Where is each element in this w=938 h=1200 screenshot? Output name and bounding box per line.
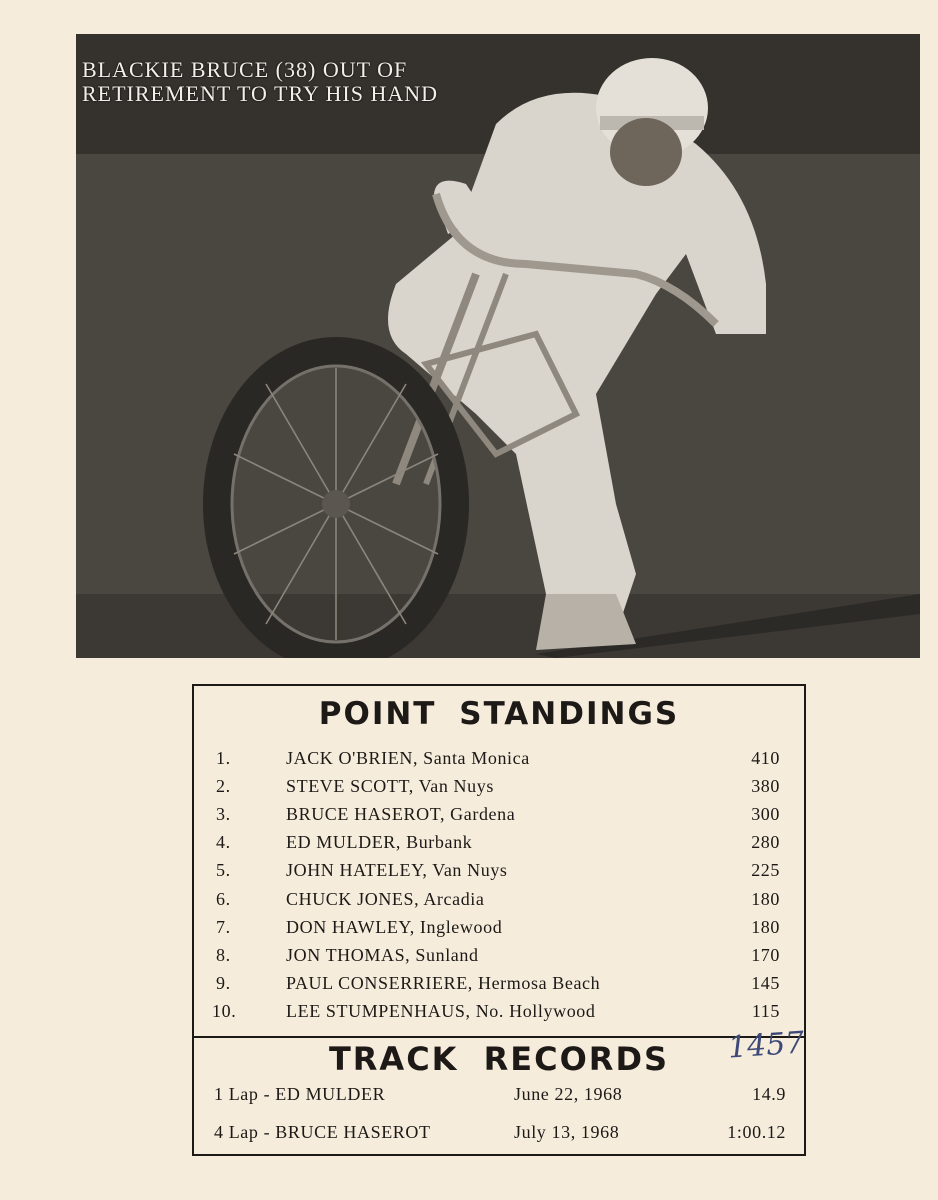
- points: 115: [751, 1001, 780, 1021]
- photo-caption: BLACKIE BRUCE (38) OUT OF RETIREMENT TO TRY HIS HAND: [82, 57, 439, 106]
- standings-row: [194, 776, 804, 804]
- standings-row: [194, 832, 804, 860]
- standings-row: [194, 889, 804, 917]
- record-date: June 22, 1968: [514, 1084, 623, 1104]
- rider-photo: [76, 34, 920, 658]
- track-records-section: [194, 1025, 806, 1156]
- standings-row: [194, 1001, 804, 1029]
- points: 170: [751, 945, 780, 965]
- rider-name: PAUL CONSERRIERE, Hermosa Beach: [286, 973, 601, 993]
- rank: 3.: [216, 804, 231, 824]
- record-time: 14.9: [752, 1084, 786, 1104]
- rank: 2.: [216, 776, 231, 796]
- points: 410: [751, 748, 780, 768]
- rider-name: LEE STUMPENHAUS, No. Hollywood: [286, 1001, 596, 1021]
- rider-name: ED MULDER, Burbank: [286, 832, 473, 852]
- points: 225: [751, 860, 780, 880]
- rank: 4.: [216, 832, 231, 852]
- rider-name: JON THOMAS, Sunland: [286, 945, 479, 965]
- standings-box: [192, 684, 806, 1156]
- record-time: 1:00.12: [727, 1122, 786, 1142]
- standings-row: [194, 945, 804, 973]
- rank: 8.: [216, 945, 231, 965]
- points: 280: [751, 832, 780, 852]
- standings-row: [194, 748, 804, 776]
- standings-row: [194, 973, 804, 1001]
- rider-name: CHUCK JONES, Arcadia: [286, 889, 485, 909]
- point-standings-title: POINT STANDINGS: [318, 696, 680, 732]
- points: 145: [751, 973, 780, 993]
- standings-row: [194, 804, 804, 832]
- standings-row: [194, 860, 804, 888]
- points: 300: [751, 804, 780, 824]
- standings-row: [194, 917, 804, 945]
- record-lap: 1 Lap - ED MULDER: [214, 1084, 386, 1104]
- rider-name: JACK O'BRIEN, Santa Monica: [286, 748, 530, 768]
- rider-name: STEVE SCOTT, Van Nuys: [286, 776, 494, 796]
- record-date: July 13, 1968: [514, 1122, 620, 1142]
- rank: 1.: [216, 748, 231, 768]
- points: 380: [751, 776, 780, 796]
- speedway-rider-photo: [76, 34, 920, 658]
- rank: 7.: [216, 917, 231, 937]
- points: 180: [751, 917, 780, 937]
- rank: 5.: [216, 860, 231, 880]
- rider-name: DON HAWLEY, Inglewood: [286, 917, 503, 937]
- points: 180: [751, 889, 780, 909]
- track-records-title: TRACK RECORDS: [328, 1040, 670, 1078]
- record-lap: 4 Lap - BRUCE HASEROT: [214, 1122, 431, 1142]
- rider-name: BRUCE HASEROT, Gardena: [286, 804, 516, 824]
- rider-name: JOHN HATELEY, Van Nuys: [286, 860, 508, 880]
- rank: 10.: [212, 1001, 237, 1021]
- rank: 9.: [216, 973, 231, 993]
- rank: 6.: [216, 889, 231, 909]
- handwritten-note: 1457: [726, 1025, 806, 1066]
